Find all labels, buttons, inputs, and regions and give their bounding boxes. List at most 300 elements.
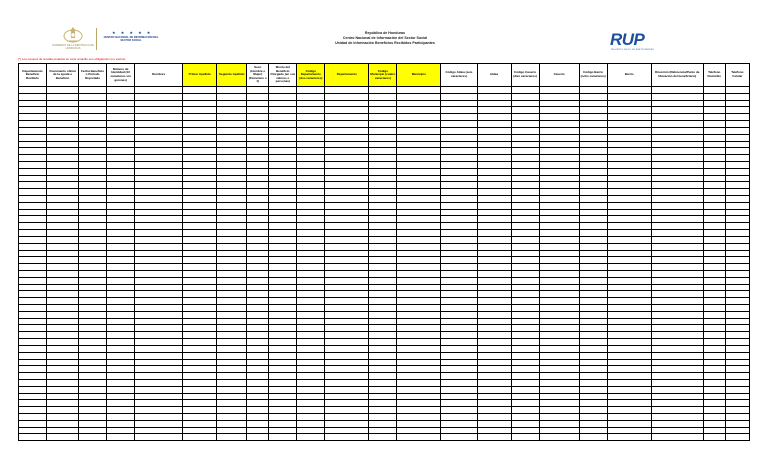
table-cell[interactable] [651,257,703,264]
table-cell[interactable] [441,189,477,196]
table-cell[interactable] [19,298,47,305]
table-cell[interactable] [297,270,325,277]
table-cell[interactable] [79,148,107,155]
table-cell[interactable] [369,114,397,121]
table-cell[interactable] [19,270,47,277]
table-cell[interactable] [217,250,247,257]
table-cell[interactable] [441,161,477,168]
table-cell[interactable] [651,352,703,359]
table-cell[interactable] [651,305,703,312]
table-cell[interactable] [511,305,539,312]
table-cell[interactable] [79,386,107,393]
table-cell[interactable] [297,291,325,298]
table-cell[interactable] [79,155,107,162]
table-cell[interactable] [79,196,107,203]
table-cell[interactable] [217,311,247,318]
table-cell[interactable] [325,148,369,155]
table-cell[interactable] [297,161,325,168]
table-cell[interactable] [135,155,183,162]
table-cell[interactable] [725,148,749,155]
table-cell[interactable] [397,161,441,168]
table-cell[interactable] [183,270,217,277]
table-cell[interactable] [703,332,725,339]
table-cell[interactable] [269,359,297,366]
table-cell[interactable] [703,366,725,373]
table-cell[interactable] [369,236,397,243]
table-cell[interactable] [135,393,183,400]
table-cell[interactable] [703,175,725,182]
table-cell[interactable] [369,148,397,155]
table-cell[interactable] [325,134,369,141]
table-cell[interactable] [47,141,79,148]
table-cell[interactable] [441,291,477,298]
table-cell[interactable] [579,189,607,196]
table-cell[interactable] [477,284,511,291]
table-cell[interactable] [511,284,539,291]
table-cell[interactable] [477,189,511,196]
table-cell[interactable] [47,209,79,216]
table-cell[interactable] [579,182,607,189]
table-cell[interactable] [369,318,397,325]
table-cell[interactable] [725,339,749,346]
table-cell[interactable] [135,407,183,414]
table-cell[interactable] [369,420,397,427]
table-cell[interactable] [477,270,511,277]
table-cell[interactable] [477,127,511,134]
table-cell[interactable] [441,298,477,305]
table-cell[interactable] [477,121,511,128]
table-cell[interactable] [247,196,269,203]
table-cell[interactable] [539,305,579,312]
table-cell[interactable] [19,366,47,373]
table-cell[interactable] [651,175,703,182]
table-cell[interactable] [441,264,477,271]
table-cell[interactable] [477,155,511,162]
table-cell[interactable] [183,339,217,346]
table-cell[interactable] [511,127,539,134]
table-cell[interactable] [269,386,297,393]
table-cell[interactable] [107,114,135,121]
table-cell[interactable] [539,196,579,203]
table-cell[interactable] [107,379,135,386]
table-cell[interactable] [107,284,135,291]
table-cell[interactable] [651,189,703,196]
table-cell[interactable] [107,202,135,209]
table-cell[interactable] [183,141,217,148]
table-cell[interactable] [607,359,651,366]
table-cell[interactable] [607,264,651,271]
table-cell[interactable] [325,434,369,441]
table-cell[interactable] [19,189,47,196]
table-cell[interactable] [579,107,607,114]
table-cell[interactable] [539,318,579,325]
table-cell[interactable] [135,400,183,407]
table-cell[interactable] [247,264,269,271]
table-cell[interactable] [19,284,47,291]
table-cell[interactable] [217,161,247,168]
table-cell[interactable] [579,298,607,305]
table-cell[interactable] [397,175,441,182]
table-cell[interactable] [19,93,47,100]
table-cell[interactable] [325,345,369,352]
table-cell[interactable] [297,257,325,264]
table-cell[interactable] [477,305,511,312]
table-cell[interactable] [369,305,397,312]
table-cell[interactable] [269,202,297,209]
table-cell[interactable] [477,175,511,182]
table-cell[interactable] [183,230,217,237]
table-cell[interactable] [725,427,749,434]
table-cell[interactable] [369,325,397,332]
table-cell[interactable] [477,223,511,230]
table-cell[interactable] [269,264,297,271]
table-cell[interactable] [79,366,107,373]
table-cell[interactable] [725,284,749,291]
table-cell[interactable] [369,243,397,250]
table-cell[interactable] [725,114,749,121]
table-cell[interactable] [511,182,539,189]
table-cell[interactable] [135,379,183,386]
table-cell[interactable] [47,311,79,318]
table-cell[interactable] [79,223,107,230]
table-cell[interactable] [135,318,183,325]
table-cell[interactable] [325,305,369,312]
table-cell[interactable] [325,325,369,332]
table-cell[interactable] [297,386,325,393]
table-cell[interactable] [539,420,579,427]
table-cell[interactable] [511,236,539,243]
table-cell[interactable] [217,434,247,441]
table-cell[interactable] [579,400,607,407]
table-cell[interactable] [651,434,703,441]
table-cell[interactable] [441,216,477,223]
table-cell[interactable] [579,277,607,284]
table-cell[interactable] [19,277,47,284]
table-cell[interactable] [297,427,325,434]
table-cell[interactable] [269,189,297,196]
table-cell[interactable] [651,284,703,291]
table-cell[interactable] [135,121,183,128]
table-cell[interactable] [247,87,269,94]
table-cell[interactable] [397,141,441,148]
table-cell[interactable] [79,257,107,264]
table-cell[interactable] [579,196,607,203]
table-cell[interactable] [725,87,749,94]
table-cell[interactable] [703,291,725,298]
table-cell[interactable] [297,127,325,134]
table-cell[interactable] [19,318,47,325]
table-cell[interactable] [511,366,539,373]
table-cell[interactable] [369,230,397,237]
table-cell[interactable] [217,305,247,312]
table-cell[interactable] [369,345,397,352]
table-cell[interactable] [135,127,183,134]
table-cell[interactable] [47,359,79,366]
table-cell[interactable] [651,202,703,209]
table-cell[interactable] [247,284,269,291]
table-cell[interactable] [247,407,269,414]
table-cell[interactable] [47,420,79,427]
table-cell[interactable] [511,257,539,264]
table-cell[interactable] [397,366,441,373]
table-cell[interactable] [217,414,247,421]
table-cell[interactable] [79,270,107,277]
table-cell[interactable] [369,393,397,400]
table-cell[interactable] [511,373,539,380]
table-cell[interactable] [511,400,539,407]
table-cell[interactable] [477,107,511,114]
table-cell[interactable] [441,277,477,284]
table-cell[interactable] [477,257,511,264]
table-cell[interactable] [441,393,477,400]
table-cell[interactable] [539,311,579,318]
table-cell[interactable] [79,305,107,312]
table-cell[interactable] [441,175,477,182]
table-cell[interactable] [135,175,183,182]
table-cell[interactable] [247,434,269,441]
table-cell[interactable] [107,386,135,393]
table-cell[interactable] [579,407,607,414]
table-cell[interactable] [135,93,183,100]
table-cell[interactable] [19,121,47,128]
table-cell[interactable] [441,134,477,141]
table-cell[interactable] [107,168,135,175]
table-cell[interactable] [183,121,217,128]
table-cell[interactable] [539,379,579,386]
table-cell[interactable] [325,407,369,414]
table-cell[interactable] [607,373,651,380]
table-cell[interactable] [725,434,749,441]
table-cell[interactable] [579,291,607,298]
table-cell[interactable] [651,134,703,141]
table-cell[interactable] [325,93,369,100]
table-cell[interactable] [703,407,725,414]
table-cell[interactable] [539,345,579,352]
table-cell[interactable] [511,87,539,94]
table-cell[interactable] [703,223,725,230]
table-cell[interactable] [135,230,183,237]
table-cell[interactable] [79,236,107,243]
table-cell[interactable] [325,168,369,175]
table-cell[interactable] [135,257,183,264]
table-cell[interactable] [441,236,477,243]
table-cell[interactable] [135,359,183,366]
table-cell[interactable] [247,168,269,175]
table-cell[interactable] [539,216,579,223]
table-cell[interactable] [725,155,749,162]
table-cell[interactable] [579,379,607,386]
table-cell[interactable] [369,339,397,346]
table-cell[interactable] [511,379,539,386]
table-cell[interactable] [269,434,297,441]
table-cell[interactable] [441,284,477,291]
table-cell[interactable] [725,230,749,237]
table-cell[interactable] [477,216,511,223]
table-cell[interactable] [19,291,47,298]
table-cell[interactable] [369,155,397,162]
table-cell[interactable] [703,148,725,155]
table-cell[interactable] [651,230,703,237]
table-cell[interactable] [247,182,269,189]
table-cell[interactable] [607,196,651,203]
table-cell[interactable] [325,175,369,182]
table-cell[interactable] [135,298,183,305]
table-cell[interactable] [397,298,441,305]
table-cell[interactable] [397,148,441,155]
table-cell[interactable] [183,264,217,271]
table-cell[interactable] [397,114,441,121]
table-cell[interactable] [135,345,183,352]
table-cell[interactable] [297,107,325,114]
table-cell[interactable] [397,393,441,400]
table-cell[interactable] [79,87,107,94]
table-cell[interactable] [325,427,369,434]
table-cell[interactable] [511,93,539,100]
table-cell[interactable] [183,216,217,223]
table-cell[interactable] [47,400,79,407]
table-cell[interactable] [79,93,107,100]
table-cell[interactable] [19,345,47,352]
table-cell[interactable] [19,168,47,175]
table-cell[interactable] [539,257,579,264]
table-cell[interactable] [217,393,247,400]
table-cell[interactable] [579,270,607,277]
table-cell[interactable] [725,291,749,298]
table-cell[interactable] [397,209,441,216]
table-cell[interactable] [477,386,511,393]
table-cell[interactable] [269,332,297,339]
table-cell[interactable] [369,291,397,298]
table-cell[interactable] [107,243,135,250]
table-cell[interactable] [703,155,725,162]
table-cell[interactable] [269,100,297,107]
table-cell[interactable] [107,270,135,277]
table-cell[interactable] [397,243,441,250]
table-cell[interactable] [725,420,749,427]
table-cell[interactable] [79,277,107,284]
table-cell[interactable] [325,189,369,196]
table-cell[interactable] [135,209,183,216]
table-cell[interactable] [269,182,297,189]
table-cell[interactable] [539,339,579,346]
table-cell[interactable] [725,107,749,114]
table-cell[interactable] [135,250,183,257]
table-cell[interactable] [539,189,579,196]
table-cell[interactable] [607,407,651,414]
table-cell[interactable] [579,141,607,148]
table-cell[interactable] [477,366,511,373]
table-cell[interactable] [217,291,247,298]
table-cell[interactable] [477,168,511,175]
table-cell[interactable] [397,264,441,271]
table-cell[interactable] [183,400,217,407]
table-cell[interactable] [325,298,369,305]
table-cell[interactable] [47,236,79,243]
table-cell[interactable] [79,373,107,380]
table-cell[interactable] [607,400,651,407]
table-cell[interactable] [183,168,217,175]
table-cell[interactable] [247,107,269,114]
table-cell[interactable] [107,305,135,312]
table-cell[interactable] [135,277,183,284]
table-cell[interactable] [325,414,369,421]
table-cell[interactable] [539,359,579,366]
table-cell[interactable] [369,352,397,359]
table-cell[interactable] [297,311,325,318]
table-cell[interactable] [725,379,749,386]
table-cell[interactable] [607,305,651,312]
table-cell[interactable] [135,141,183,148]
table-cell[interactable] [47,318,79,325]
table-cell[interactable] [703,270,725,277]
table-cell[interactable] [79,339,107,346]
table-cell[interactable] [135,332,183,339]
table-cell[interactable] [19,352,47,359]
table-cell[interactable] [183,257,217,264]
table-cell[interactable] [79,318,107,325]
table-cell[interactable] [79,114,107,121]
table-cell[interactable] [269,291,297,298]
table-cell[interactable] [135,107,183,114]
table-cell[interactable] [183,243,217,250]
table-cell[interactable] [135,427,183,434]
table-cell[interactable] [183,161,217,168]
table-cell[interactable] [183,379,217,386]
table-cell[interactable] [19,114,47,121]
table-cell[interactable] [47,148,79,155]
table-cell[interactable] [703,93,725,100]
table-cell[interactable] [79,420,107,427]
table-cell[interactable] [325,318,369,325]
table-cell[interactable] [651,400,703,407]
table-cell[interactable] [217,373,247,380]
table-cell[interactable] [183,427,217,434]
table-cell[interactable] [19,175,47,182]
table-cell[interactable] [539,352,579,359]
table-cell[interactable] [477,100,511,107]
table-cell[interactable] [651,161,703,168]
table-cell[interactable] [651,291,703,298]
table-cell[interactable] [79,141,107,148]
table-cell[interactable] [107,175,135,182]
table-cell[interactable] [607,366,651,373]
table-cell[interactable] [703,318,725,325]
table-cell[interactable] [19,236,47,243]
table-cell[interactable] [651,264,703,271]
table-cell[interactable] [47,121,79,128]
table-cell[interactable] [539,270,579,277]
table-cell[interactable] [397,182,441,189]
table-cell[interactable] [369,161,397,168]
table-cell[interactable] [269,148,297,155]
table-cell[interactable] [441,155,477,162]
table-cell[interactable] [269,196,297,203]
table-cell[interactable] [607,339,651,346]
table-cell[interactable] [217,386,247,393]
table-cell[interactable] [183,373,217,380]
table-cell[interactable] [441,318,477,325]
table-cell[interactable] [725,332,749,339]
table-cell[interactable] [19,87,47,94]
table-cell[interactable] [477,311,511,318]
table-cell[interactable] [511,325,539,332]
table-cell[interactable] [47,366,79,373]
table-cell[interactable] [19,161,47,168]
table-cell[interactable] [79,100,107,107]
table-cell[interactable] [607,345,651,352]
table-cell[interactable] [19,230,47,237]
table-cell[interactable] [651,298,703,305]
